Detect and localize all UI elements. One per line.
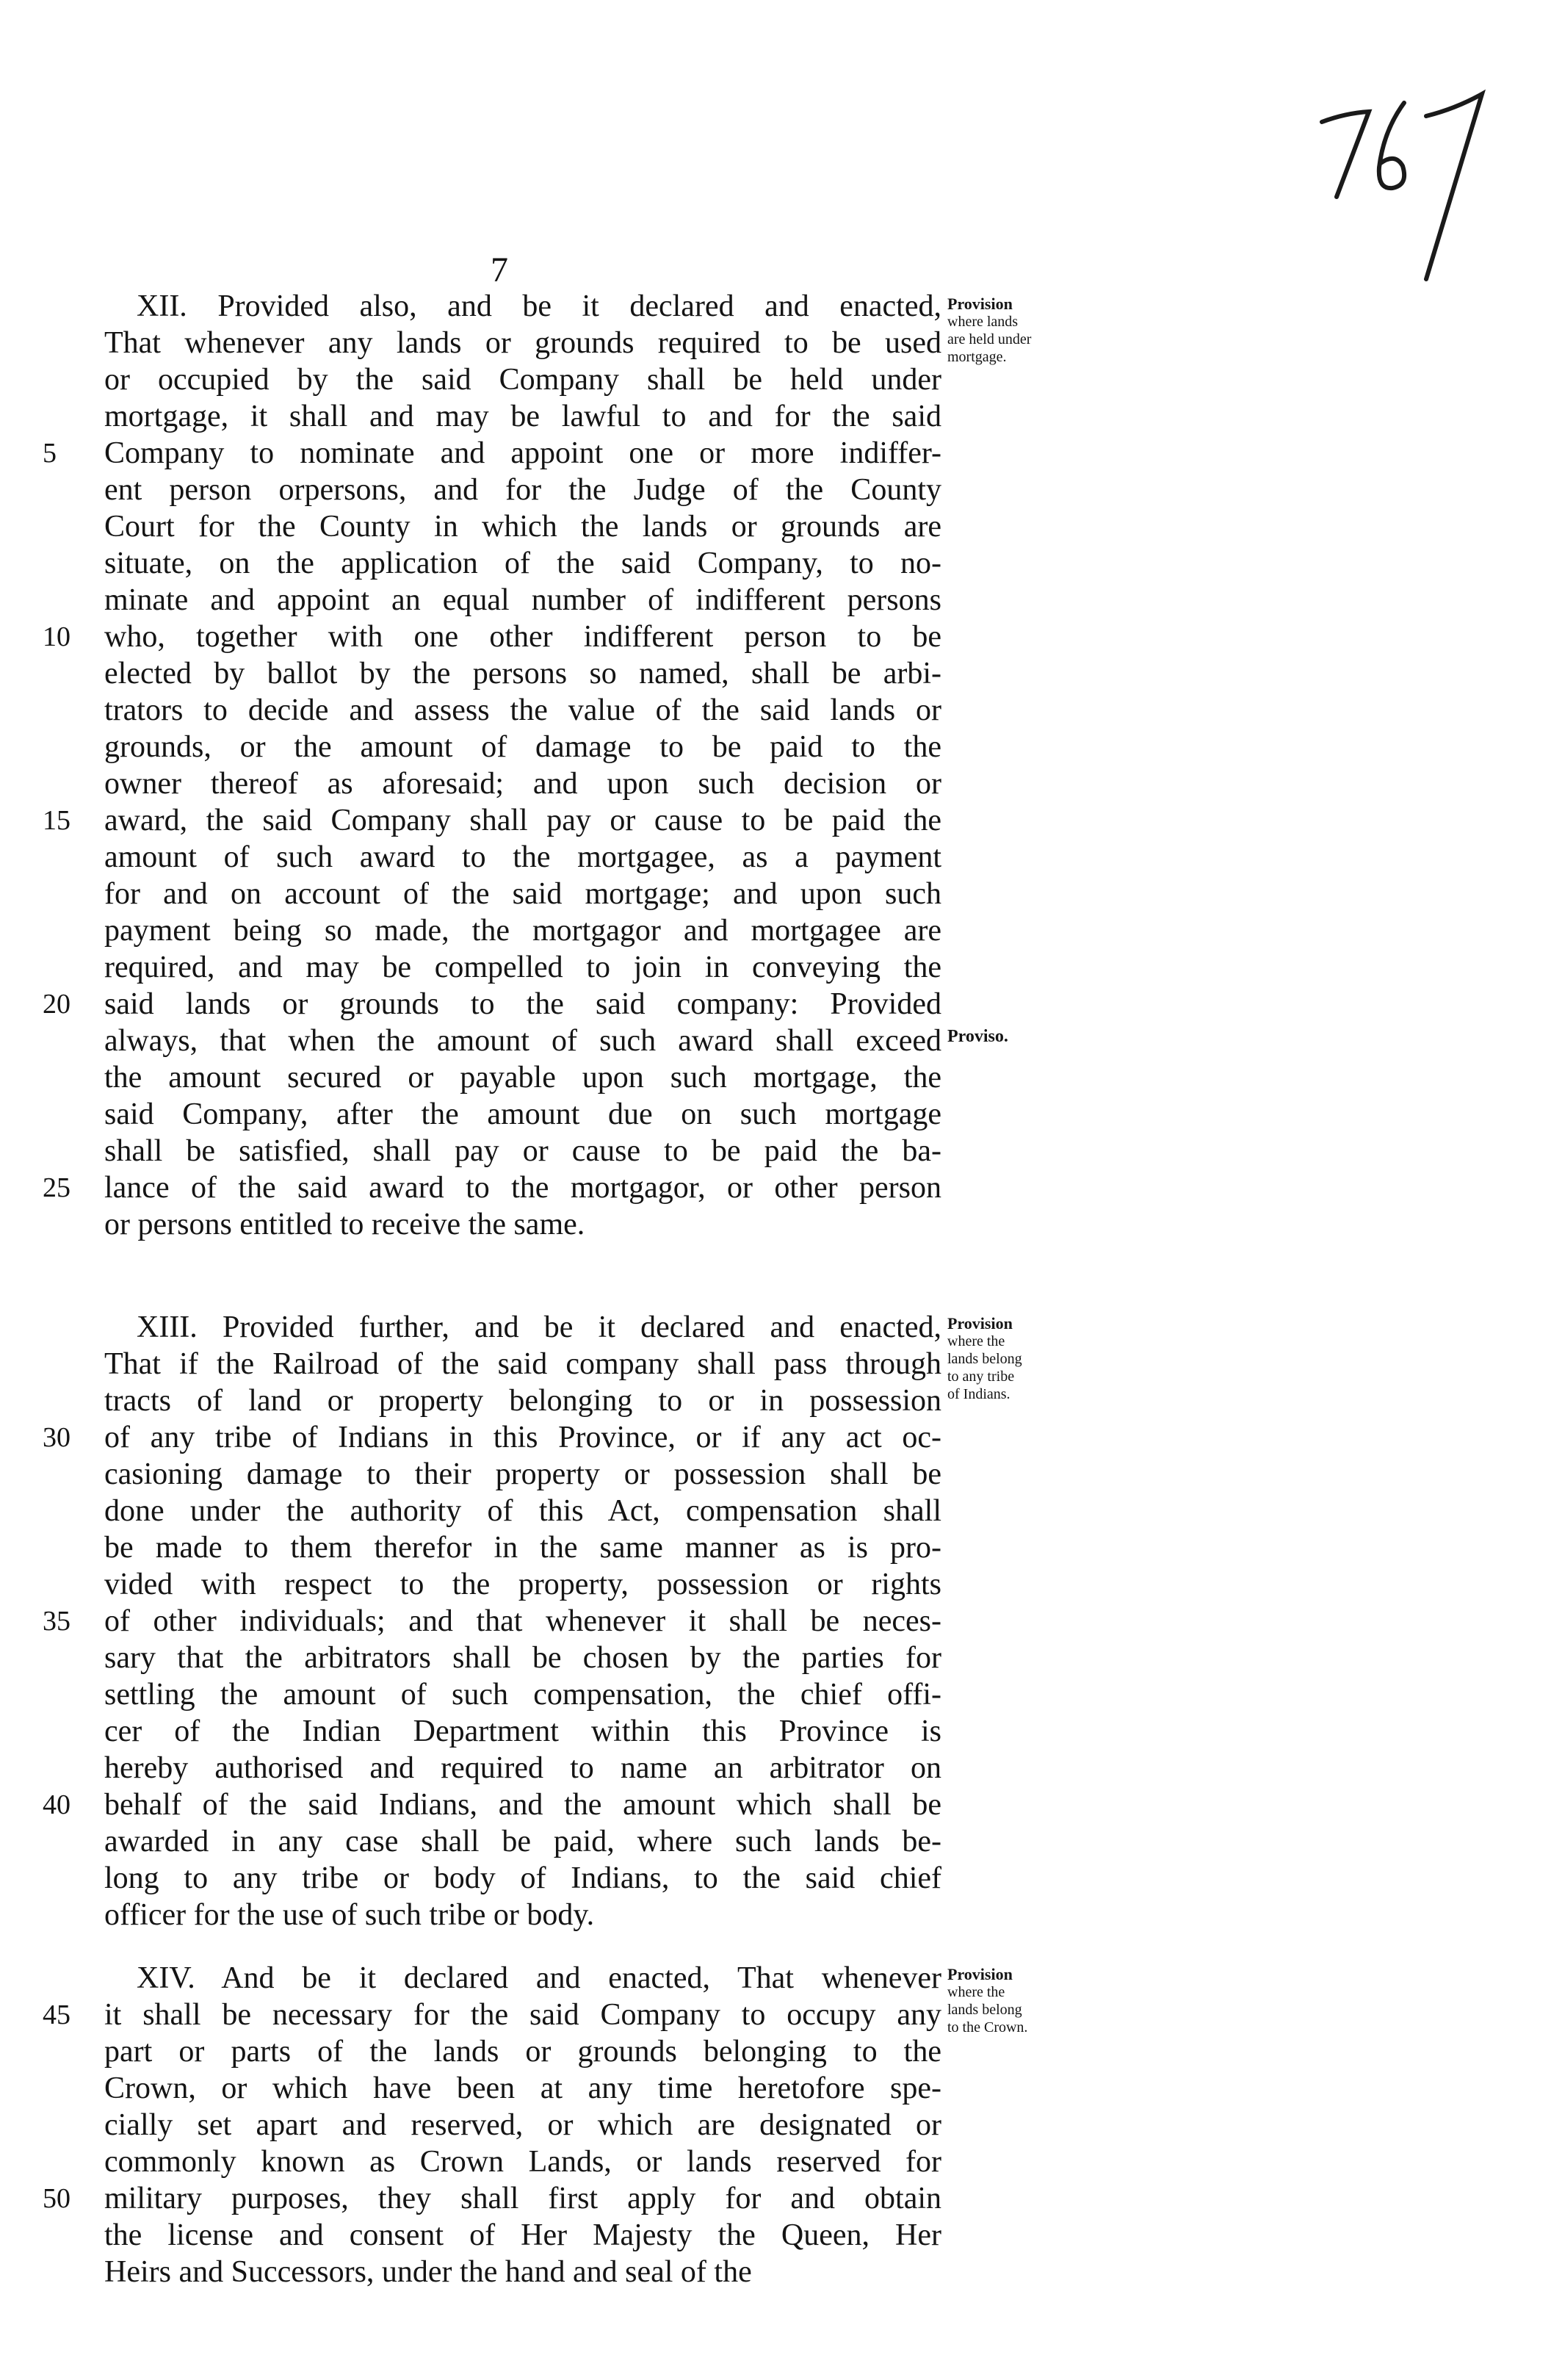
text-line: lance of the said award to the mortgagor, or other person — [104, 1171, 941, 1205]
text-line: That if the Railroad of the said company shall pass through — [104, 1347, 941, 1381]
margin-note-line: are held under — [947, 331, 1032, 347]
text-line: long to any tribe or body of Indians, to the said chief — [104, 1861, 941, 1895]
text-line: XIII. Provided further, and be it declared and enacted, — [137, 1310, 941, 1344]
margin-note-line: to any tribe — [947, 1368, 1015, 1385]
text-line: settling the amount of such compensation, the chief offi- — [104, 1678, 941, 1712]
line-number: 40 — [43, 1789, 70, 1820]
text-line: always, that when the amount of such award shall exceed — [104, 1024, 941, 1058]
text-line: ent person orpersons, and for the Judge of the County — [104, 473, 941, 507]
handwritten-folio-number — [1316, 87, 1492, 285]
text-line: situate, on the application of the said Company, to no- — [104, 547, 941, 580]
text-line: awarded in any case shall be paid, where such lands be- — [104, 1825, 941, 1858]
text-line: hereby authorised and required to name an arbitrator on — [104, 1751, 941, 1785]
text-line: of other individuals; and that whenever it shall be neces- — [104, 1604, 941, 1638]
text-line: for and on account of the said mortgage; and upon such — [104, 877, 941, 911]
text-line: required, and may be compelled to join in conveying the — [104, 951, 941, 984]
margin-note-proviso: Proviso. — [947, 1027, 1008, 1046]
text-line: military purposes, they shall first apply for and obtain — [104, 2182, 941, 2215]
page-number: 7 — [491, 250, 508, 289]
text-line: Court for the County in which the lands or grounds are — [104, 510, 941, 544]
line-number: 5 — [43, 438, 57, 469]
text-line: minate and appoint an equal number of indifferent persons — [104, 583, 941, 617]
text-line: cially set apart and reserved, or which are designated or — [104, 2108, 941, 2142]
text-line: commonly known as Crown Lands, or lands reserved for — [104, 2145, 941, 2179]
text-line: owner thereof as aforesaid; and upon such decision or — [104, 767, 941, 801]
line-number: 10 — [43, 621, 70, 652]
text-line: said Company, after the amount due on such mortgage — [104, 1097, 941, 1131]
text-line: or occupied by the said Company shall be held under — [104, 363, 941, 397]
text-line: sary that the arbitrators shall be chosen by the parties for — [104, 1641, 941, 1675]
margin-note-xiv — [947, 1966, 1080, 2036]
text-line: XII. Provided also, and be it declared and enacted, — [137, 289, 941, 323]
text-line: part or parts of the lands or grounds belonging to the — [104, 2035, 941, 2069]
text-line: Heirs and Successors, under the hand and seal of the — [104, 2255, 752, 2289]
text-line: tracts of land or property belonging to or in possession — [104, 1384, 941, 1418]
margin-note-line: where lands — [947, 314, 1019, 330]
margin-note-line: Provision — [947, 1965, 1013, 1983]
text-line: of any tribe of Indians in this Province, or if any act oc- — [104, 1421, 941, 1454]
text-line: be made to them therefor in the same manner as is pro- — [104, 1531, 941, 1565]
text-line: mortgage, it shall and may be lawful to and for the said — [104, 400, 941, 433]
text-line: cer of the Indian Department within this Province is — [104, 1714, 941, 1748]
margin-note-xiii — [947, 1315, 1080, 1403]
text-line: said lands or grounds to the said company: Provided — [104, 987, 941, 1021]
text-line: casioning damage to their property or possession shall be — [104, 1457, 941, 1491]
text-line: shall be satisfied, shall pay or cause to be paid the ba- — [104, 1134, 941, 1168]
text-line: Company to nominate and appoint one or more indiffer- — [104, 436, 941, 470]
margin-note-line: of Indians. — [947, 1386, 1010, 1402]
margin-note-line: Provision — [947, 1314, 1013, 1333]
text-line: the amount secured or payable upon such mortgage, the — [104, 1061, 941, 1095]
text-line: it shall be necessary for the said Company to occupy any — [104, 1998, 941, 2032]
margin-note-line: where the — [947, 1984, 1005, 2000]
line-number: 35 — [43, 1606, 70, 1637]
text-line: vided with respect to the property, possession or rights — [104, 1568, 941, 1601]
line-number: 25 — [43, 1172, 70, 1203]
text-line: grounds, or the amount of damage to be paid to the — [104, 730, 941, 764]
text-line: done under the authority of this Act, compensation shall — [104, 1494, 941, 1528]
margin-note-line: lands belong — [947, 1351, 1022, 1367]
margin-note-line: mortgage. — [947, 349, 1007, 365]
text-line: Crown, or which have been at any time heretofore spe- — [104, 2071, 941, 2105]
text-line: or persons entitled to receive the same. — [104, 1208, 585, 1241]
text-line: amount of such award to the mortgagee, as a payment — [104, 840, 941, 874]
text-line: officer for the use of such tribe or body. — [104, 1898, 595, 1932]
text-line: elected by ballot by the persons so named, shall be arbi- — [104, 657, 941, 690]
text-line: behalf of the said Indians, and the amount which shall be — [104, 1788, 941, 1822]
line-number: 30 — [43, 1422, 70, 1453]
text-line: the license and consent of Her Majesty the Queen, Her — [104, 2218, 941, 2252]
margin-note-line: Provision — [947, 295, 1013, 313]
margin-note-xii — [947, 295, 1080, 366]
line-number: 15 — [43, 805, 70, 836]
text-line: That whenever any lands or grounds required to be used — [104, 326, 941, 360]
text-line: trators to decide and assess the value of the said lands or — [104, 693, 941, 727]
line-number: 45 — [43, 1999, 70, 2030]
line-number: 20 — [43, 989, 70, 1020]
text-line: payment being so made, the mortgagor and mortgagee are — [104, 914, 941, 948]
margin-note-line: to the Crown. — [947, 2019, 1028, 2035]
text-line: award, the said Company shall pay or cause to be paid the — [104, 804, 941, 837]
line-number: 50 — [43, 2183, 70, 2214]
margin-note-line: lands belong — [947, 2002, 1022, 2018]
margin-note-line: where the — [947, 1333, 1005, 1349]
text-line: XIV. And be it declared and enacted, That whenever — [137, 1961, 941, 1995]
text-line: who, together with one other indifferent person to be — [104, 620, 941, 654]
